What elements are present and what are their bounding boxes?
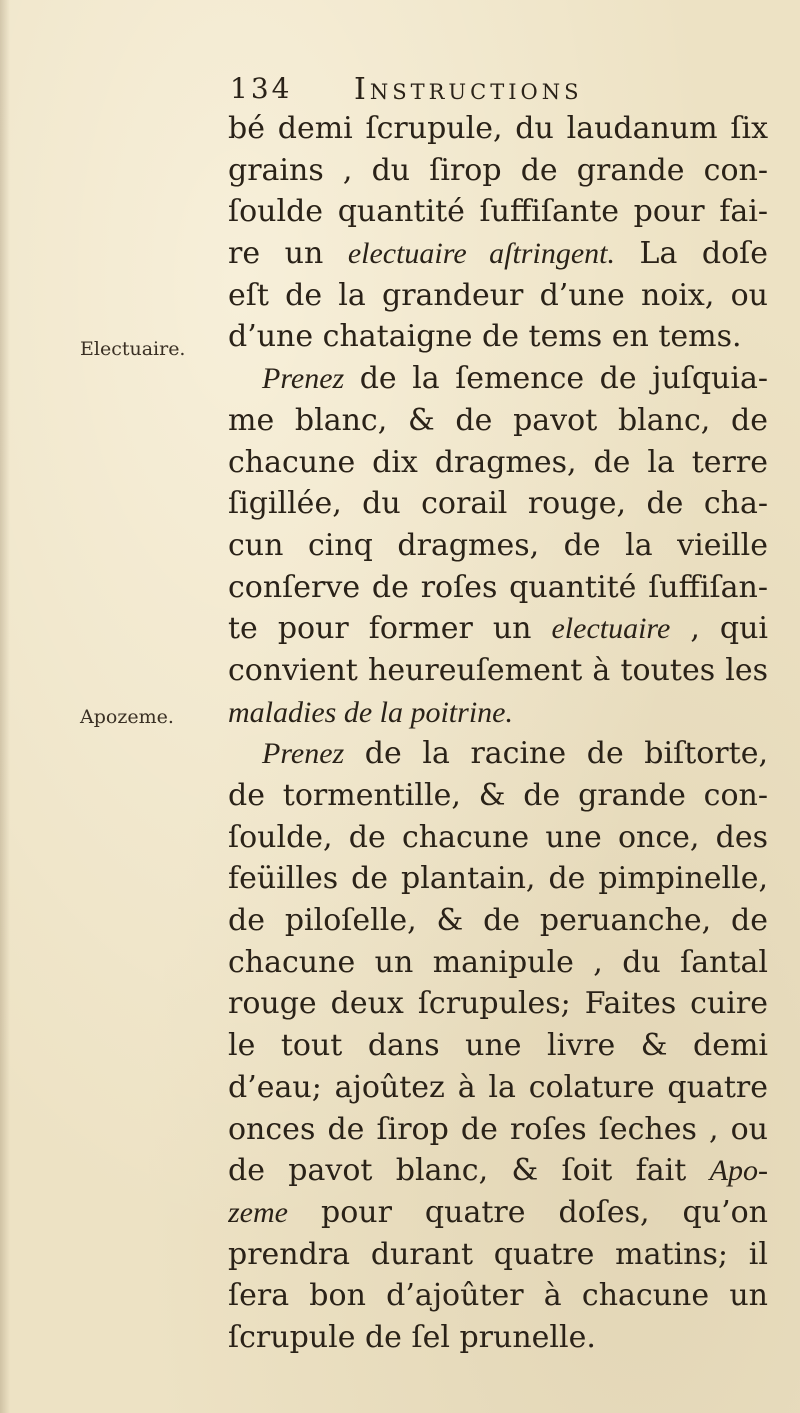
text-line — [228, 191, 768, 233]
text-line — [228, 1067, 768, 1109]
italic-text: Apo- — [709, 1154, 768, 1188]
italic-text: Prenez — [262, 737, 345, 771]
text-run: chacune dix dragmes, de la terre — [228, 444, 768, 480]
text-run: le tout dans une livre & demi — [228, 1028, 768, 1064]
text-line — [228, 567, 768, 609]
italic-text: zeme — [228, 1195, 288, 1229]
text-line — [228, 1150, 768, 1192]
text-run: re un — [228, 236, 348, 272]
text-line — [228, 1275, 768, 1317]
text-run: prendra durant quatre matins; il — [228, 1236, 768, 1272]
text-line — [228, 900, 768, 942]
text-run: ſigillée, du corail rouge, de cha- — [228, 486, 768, 522]
text-line — [228, 525, 768, 567]
text-run: pour quatre doſes, qu’on — [287, 1194, 768, 1230]
text-run: ſcrupule de ſel prunelle. — [228, 1319, 596, 1355]
text-line — [228, 400, 768, 442]
text-run: chacune un manipule , du ſantal — [228, 944, 768, 980]
italic-text: electuaire — [551, 612, 671, 646]
italic-text: electuaire aſtringent. — [347, 237, 615, 271]
text-run: rouge deux ſcrupules; Faites cuire — [228, 986, 768, 1022]
text-line — [228, 108, 768, 150]
text-line — [228, 1317, 768, 1359]
text-line — [228, 650, 768, 692]
text-line — [228, 233, 768, 275]
text-run: convient heureuſement à toutes les — [228, 652, 768, 688]
text-line — [228, 1109, 768, 1151]
text-run: onces de ſirop de roſes ſeches , ou — [228, 1111, 768, 1147]
text-run: de la ſemence de juſquia- — [344, 361, 768, 397]
text-run: cun cinq dragmes, de la vieille — [228, 527, 768, 563]
text-line — [228, 775, 768, 817]
italic-text: Prenez — [262, 362, 345, 396]
page-header — [230, 72, 770, 112]
page-binding-shadow — [0, 0, 10, 1413]
text-run: conſerve de roſes quantité ſuffiſan- — [228, 569, 768, 605]
margin-note-apozeme: Apozeme. — [80, 706, 174, 728]
italic-text: maladies de la poitrine. — [228, 695, 513, 729]
text-run: te pour former un — [228, 611, 552, 647]
text-run: ſoulde quantité ſuffiſante pour fai- — [228, 194, 768, 230]
margin-note-electuaire: Electuaire. — [80, 338, 186, 360]
text-run: de la racine de biſtorte, — [344, 736, 768, 772]
text-run: bé demi ſcrupule, du laudanum ſix — [228, 111, 768, 146]
text-run: ſera bon d’ajoûter à chacune un — [228, 1278, 768, 1314]
text-line — [228, 483, 768, 525]
text-line — [228, 150, 768, 192]
text-line — [228, 1025, 768, 1067]
text-run: eſt de la grandeur d’une noix, ou — [228, 277, 768, 313]
text-run: d’eau; ajoûtez à la colature quatre — [228, 1069, 768, 1105]
text-run: ſoulde, de chacune une once, des — [228, 819, 768, 855]
text-line — [228, 942, 768, 984]
text-run: feüilles de plantain, de pimpinelle, — [228, 861, 768, 897]
text-line — [228, 983, 768, 1025]
page-number: 134 — [230, 72, 293, 105]
text-line — [228, 358, 768, 400]
text-line — [228, 275, 768, 317]
text-run: d’une chataigne de tems en tems. — [228, 319, 742, 355]
text-line — [228, 858, 768, 900]
text-line — [228, 692, 768, 734]
text-run: La doſe — [614, 236, 768, 272]
text-run: grains , du ſirop de grande con- — [228, 152, 768, 188]
text-run: de pavot blanc, & ſoit fait — [228, 1153, 710, 1189]
text-line — [228, 1192, 768, 1234]
text-run: , qui — [670, 611, 768, 647]
text-run: de piloſelle, & de peruanche, de — [228, 903, 768, 939]
text-line — [228, 608, 768, 650]
body-text — [228, 108, 768, 1359]
running-head: Instructions — [354, 72, 583, 107]
text-line — [228, 817, 768, 859]
text-line — [228, 1234, 768, 1276]
text-run: de tormentille, & de grande con- — [228, 778, 768, 813]
text-line — [228, 316, 768, 358]
text-run: me blanc, & de pavot blanc, de — [228, 402, 768, 438]
text-line — [228, 733, 768, 775]
text-line — [228, 442, 768, 484]
